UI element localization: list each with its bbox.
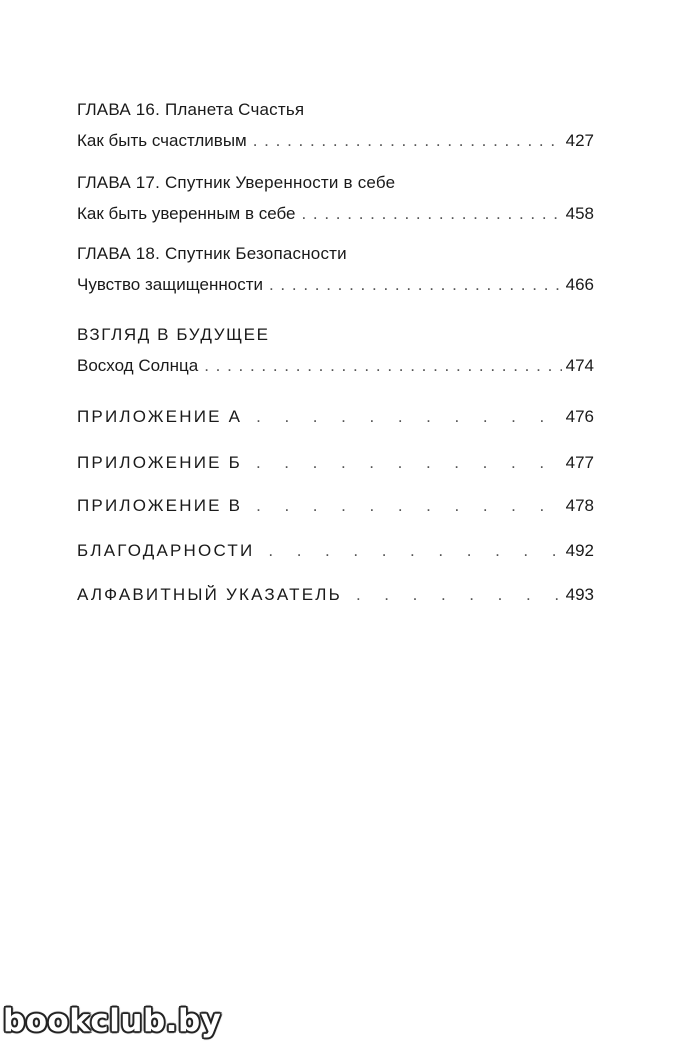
toc-entry-chapter-18[interactable] bbox=[77, 274, 594, 296]
chapter-18-heading: ГЛАВА 18. Спутник Безопасности bbox=[77, 244, 347, 263]
toc-entry-page-number: 466 bbox=[565, 275, 594, 294]
toc-entry-future[interactable] bbox=[77, 355, 594, 377]
toc-entry-page-number: 478 bbox=[565, 496, 594, 515]
dot-leader bbox=[256, 495, 562, 517]
toc-entry-index[interactable] bbox=[77, 584, 594, 606]
chapter-17-heading: ГЛАВА 17. Спутник Уверенности в себе bbox=[77, 173, 396, 192]
toc-entry-title: Как быть уверенным в себе bbox=[77, 204, 296, 223]
toc-entry-title: БЛАГОДАРНОСТИ bbox=[77, 541, 255, 560]
toc-entry-title: АЛФАВИТНЫЙ УКАЗАТЕЛЬ bbox=[77, 585, 342, 604]
toc-entry-title: ПРИЛОЖЕНИЕ В bbox=[77, 496, 243, 515]
toc-entry-page-number: 492 bbox=[565, 541, 594, 560]
toc-entry-appendix-a[interactable] bbox=[77, 406, 594, 428]
toc-entry-page-number: 458 bbox=[565, 204, 594, 223]
toc-entry-title: Восход Солнца bbox=[77, 356, 199, 375]
toc-entry-acknowledgements[interactable] bbox=[77, 540, 594, 562]
toc-entry-appendix-b[interactable] bbox=[77, 452, 594, 474]
toc-entry-page-number: 427 bbox=[565, 131, 594, 150]
dot-leader bbox=[269, 274, 562, 296]
dot-leader bbox=[301, 203, 561, 225]
toc-entry-chapter-17[interactable] bbox=[77, 203, 594, 225]
toc-entry-title: Чувство защищенности bbox=[77, 275, 263, 294]
toc-entry-title: Как быть счастливым bbox=[77, 131, 247, 150]
toc-entry-page-number: 493 bbox=[565, 585, 594, 604]
toc-entry-title: ПРИЛОЖЕНИЕ Б bbox=[77, 453, 242, 472]
dot-leader bbox=[268, 540, 561, 562]
dot-leader bbox=[204, 355, 561, 377]
watermark-logo: bookclub.by bbox=[3, 1003, 222, 1039]
toc-entry-title: ПРИЛОЖЕНИЕ А bbox=[77, 407, 243, 426]
toc-entry-chapter-16[interactable] bbox=[77, 130, 594, 152]
dot-leader bbox=[256, 452, 562, 474]
future-heading: ВЗГЛЯД В БУДУЩЕЕ bbox=[77, 325, 270, 344]
toc-entry-page-number: 474 bbox=[565, 356, 594, 375]
dot-leader bbox=[356, 584, 562, 606]
toc-entry-page-number: 476 bbox=[565, 407, 594, 426]
toc-entry-page-number: 477 bbox=[565, 453, 594, 472]
dot-leader bbox=[253, 130, 562, 152]
toc-entry-appendix-v[interactable] bbox=[77, 495, 594, 517]
dot-leader bbox=[256, 406, 562, 428]
chapter-16-heading: ГЛАВА 16. Планета Счастья bbox=[77, 100, 305, 119]
